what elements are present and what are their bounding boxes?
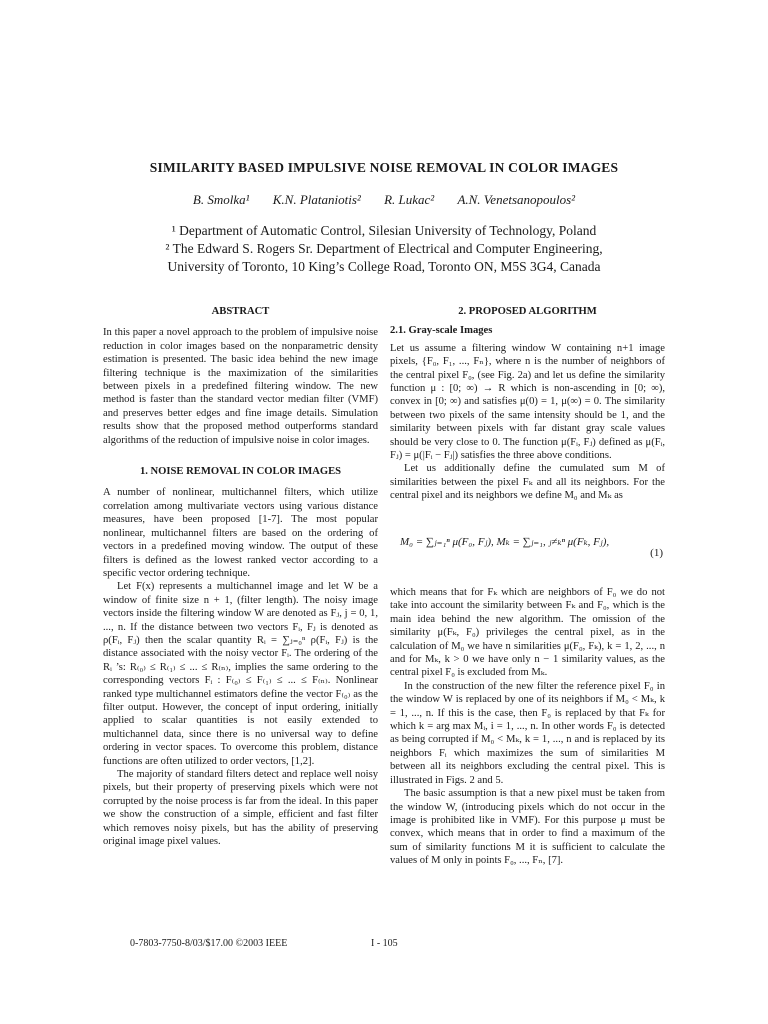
right-column-top (390, 305, 665, 503)
equation-1 (400, 535, 665, 575)
copyright-footer: 0-7803-7750-8/03/$17.00 ©2003 IEEE (130, 938, 288, 949)
section-2-paragraph: which means that for Fₖ which are neighbors of F₀ we do not take into account the similarity between Fₖ and F₀, which is the main idea behind the new algorithm. The omission of the similarity μ(Fₖ, F₀) privileges the central pixel, as in the calculation of M₀ we have n similarities μ(F₀, Fₖ), k = 1, 2, ..., n and for Mₖ, k > 0 we have only n − 1 similarity values, as the central pixel F₀ is excluded from Mₖ. (390, 587, 665, 679)
author-3: R. Lukac² (384, 192, 435, 207)
author-4: A.N. Venetsanopoulos² (457, 192, 576, 207)
abstract-heading: ABSTRACT (211, 306, 270, 317)
section-2-heading: 2. PROPOSED ALGORITHM (458, 306, 597, 317)
left-column (103, 305, 378, 848)
equation-label: (1) (650, 547, 663, 559)
section-2-paragraph: Let us additionally define the cumulated sum M of similarities between the pixel Fₖ and all its neighbors. For the central pixel and its neighbors we define M₀ and Mₖ as (390, 463, 665, 502)
section-2-paragraph: The basic assumption is that a new pixel must be taken from the window W, (introducing pixels which do not occur in the image is prohibited like in VMF). For this purpose μ must be convex, which means that in order to find a maximum of the sum of similarity functions M it is sufficient to calculate the values of M only in points F₀, ..., Fₙ, [7]. (390, 788, 665, 867)
affiliation-1: ¹ Department of Automatic Control, Silesian University of Technology, Poland (171, 223, 597, 238)
equation-body: M₀ = ∑ⱼ₌₁ⁿ μ(F₀, Fⱼ), Mₖ = ∑ⱼ₌₁, ⱼ≠ₖⁿ μ(Fₖ, Fⱼ), (400, 536, 610, 548)
section-1-paragraph: Let F(x) represents a multichannel image and let W be a window of finite size n + 1, (filter length). The noisy image vectors inside the filtering window W are denoted as Fⱼ, j = 0, 1, ..., n. If the distance between two vectors Fᵢ, Fⱼ is denoted as ρ(Fᵢ, Fⱼ) then the scalar quantity Rᵢ = ∑ⱼ₌₀ⁿ ρ(Fᵢ, Fⱼ) is the distance associated with the noisy vector Fᵢ. The ordering of the Rᵢ ’s: R₍₀₎ ≤ R₍₁₎ ≤ ... ≤ R₍ₙ₎, implies the same ordering to the corresponding vectors Fᵢ : F₍₀₎ ≤ F₍₁₎ ≤ ... ≤ F₍ₙ₎. Nonlinear ranked type multichannel estimators define the vector F₍₀₎ as the filter output. However, the concept of input ordering, initially applied to scalar quantities is not easily extended to multichannel data, since there is no universal way to define ordering in vector spaces. To overcome this problem, distance functions are often utilized to order vectors, [1,2]. (103, 581, 378, 767)
affiliation-2: ² The Edward S. Rogers Sr. Department of Electrical and Computer Engineering, (165, 241, 603, 256)
subsection-2-1-heading: 2.1. Gray-scale Images (390, 325, 493, 337)
page-number: I - 105 (371, 938, 398, 949)
section-1-paragraph: The majority of standard filters detect and replace well noisy pixels, but their property of preserving pixels which were not corrupted by the noise process is far from the ideal. In this paper we show the construction of a simple, efficient and fast filter which removes noisy pixels, but has the ability of preserving original image pixel values. (103, 769, 378, 848)
paper-title: SIMILARITY BASED IMPULSIVE NOISE REMOVAL IN COLOR IMAGES (149, 160, 619, 175)
affiliation-3: University of Toronto, 10 King’s College Road, Toronto ON, M5S 3G4, Canada (167, 259, 601, 274)
section-2-paragraph: Let us assume a filtering window W containing n+1 image pixels, {F₀, F₁, ..., Fₙ}, where n is the number of neighbors of the central pixel F₀, (see Fig. 2a) and let us define the similarity function μ : [0; ∞) → R which is non-ascending in [0; ∞), convex in [0; ∞) and satisfies μ(0) = 1, μ(∞) = 0. The similarity between two pixels of the same intensity should be 1, and the similarity between pixels with far distant gray scale values should be very close to 0. The function μ(Fᵢ, Fⱼ) defined as μ(Fᵢ, Fⱼ) = μ(|Fᵢ − Fⱼ|) satisfies the three above conditions. (390, 342, 665, 462)
abstract-text: In this paper a novel approach to the problem of impulsive noise reduction in color images based on the nonparametric density estimation is presented. The basic idea behind the new image filtering technique is the maximization of the similarities between pixels in a predefined filtering window. The new method is faster than the standard vector median filter (VMF) and preserves better edges and fine image details. Simulation results show that the proposed method outperforms standard algorithms of the reduction of impulsive noise in color images. (103, 327, 378, 446)
section-1-heading: 1. NOISE REMOVAL IN COLOR IMAGES (139, 466, 342, 478)
author-1: B. Smolka¹ (192, 192, 250, 207)
section-2-paragraph: In the construction of the new filter the reference pixel F₀ in the window W is replaced by one of its neighbors if M₀ < Mₖ, k = 1, ..., n. If this is the case, then F₀ is replaced by that Fₖ for which k = arg max Mᵢ, i = 1, ..., n. In other words F₀ is detected as being corrupted if M₀ < Mₖ, k = 1, ..., n and is replaced by its neighbors Fᵢ which maximizes the sum of similarities M between all its neighbors excluding the central pixel. This is illustrated in Figs. 2 and 5. (390, 680, 665, 786)
right-column-bottom (390, 586, 665, 868)
author-list (0, 192, 768, 208)
section-1-paragraph: A number of nonlinear, multichannel filters, which utilize correlation among multivariate vectors using various distance measures, have been proposed [1-7]. The most popular nonlinear, multichannel filters are based on the ordering of vectors in a predefined moving window. The output of these filters is defined as the lowest ranked vector according to a specific vector ordering technique. (103, 487, 378, 579)
author-2: K.N. Plataniotis² (272, 192, 361, 207)
